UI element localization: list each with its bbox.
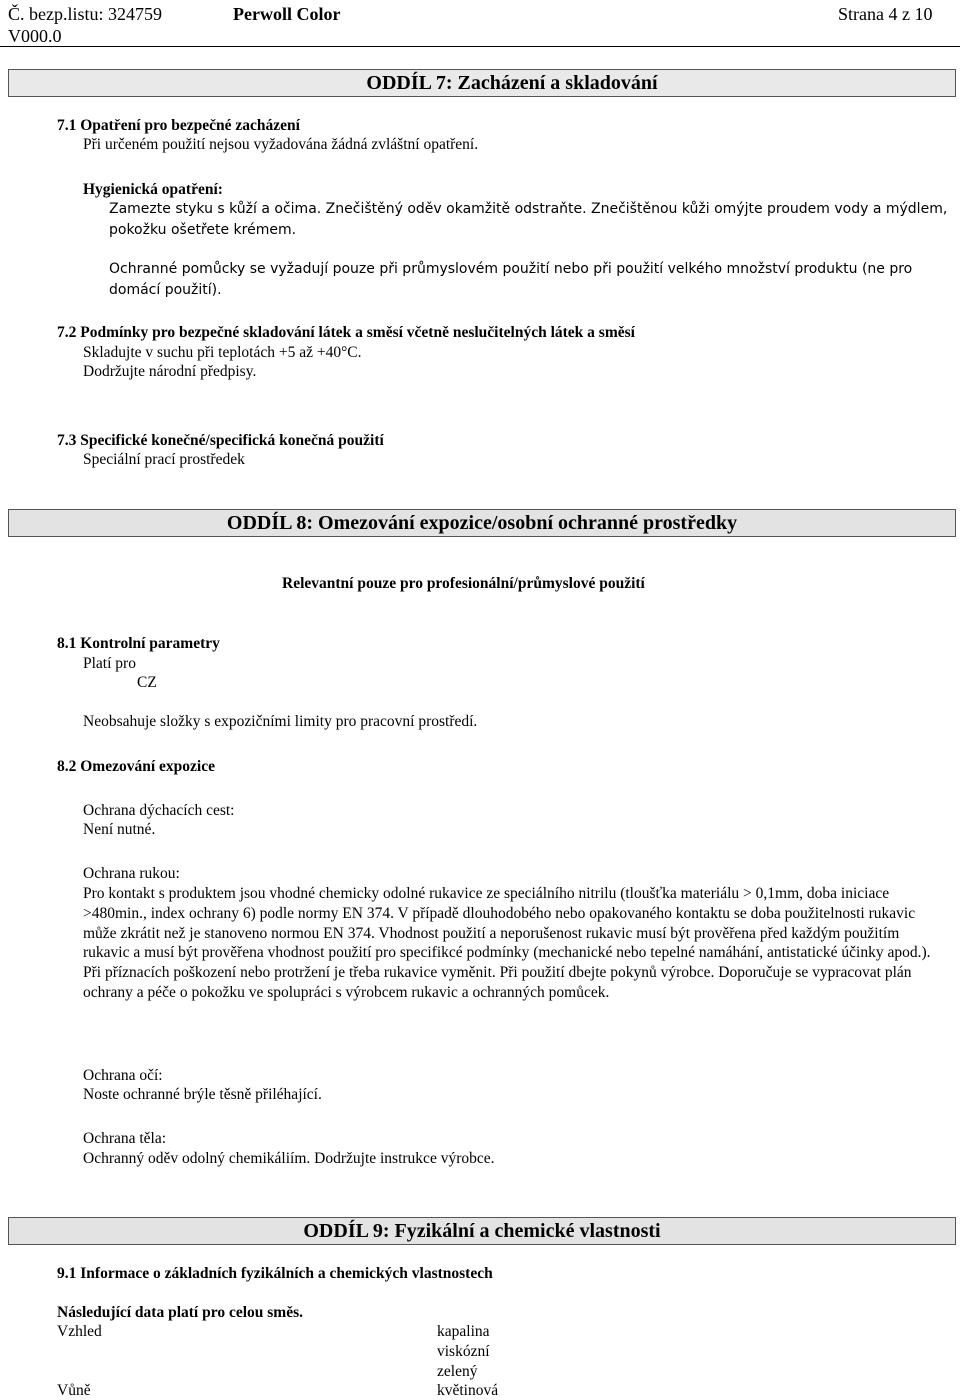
body-protection-label: Ochrana těla: (83, 1130, 167, 1147)
sheet-number: Č. bezp.listu: 324759 (8, 4, 162, 24)
eye-protection-text: Noste ochranné brýle těsně přiléhající. (83, 1086, 322, 1103)
heading-8-1: 8.1 Kontrolní parametry (57, 635, 220, 652)
section-9-title: ODDÍL 9: Fyzikální a chemické vlastnosti (303, 1220, 661, 1242)
text-7-1: Při určeném použití nejsou vyžadována žádná zvláštní opatření. (83, 136, 479, 153)
applies-note: Následující data platí pro celou směs. (57, 1304, 303, 1321)
appearance-value-3: zelený (437, 1363, 478, 1380)
body-protection-text: Ochranný oděv odolný chemikáliím. Dodržujte instrukce výrobce. (83, 1150, 495, 1167)
heading-7-1: 7.1 Opatření pro bezpečné zacházení (57, 117, 300, 134)
header-divider (0, 46, 960, 47)
section-8-bar (8, 509, 956, 537)
respiratory-text: Není nutné. (83, 821, 156, 838)
section-7-title: ODDÍL 7: Zacházení a skladování (366, 72, 658, 94)
protection-text: Ochranné pomůcky se vyžadují pouze při průmyslovém použití nebo při použití velkého množství produktu (ne pro domácí použití). (109, 261, 913, 298)
appearance-value-2: viskózní (437, 1343, 490, 1360)
page-number: Strana 4 z 10 (838, 4, 933, 24)
valid-for-label: Platí pro (83, 655, 136, 672)
country-code: CZ (137, 674, 157, 691)
section-9-bar (8, 1217, 956, 1245)
heading-8-2: 8.2 Omezování expozice (57, 758, 215, 775)
hand-protection-label: Ochrana rukou: (83, 865, 180, 882)
text-8-1: Neobsahuje složky s expozičními limity pro pracovní prostředí. (83, 713, 478, 730)
respiratory-label: Ochrana dýchacích cest: (83, 802, 235, 819)
text-7-3: Speciální prací prostředek (83, 451, 245, 468)
heading-9-1: 9.1 Informace o základních fyzikálních a chemických vlastnostech (57, 1265, 493, 1282)
version: V000.0 (8, 26, 62, 46)
hand-protection-text: Pro kontakt s produktem jsou vhodné chemicky odolné rukavice ze speciálního nitrilu (tloušťka materiálu > 0,1mm, doba iniciace >480min., index ochrany 6) podle normy EN 374. V případě dlouhodobého nebo opakovaného kontaktu se doba použitelnosti rukavic může zkrátit než je stanoveno normou EN 374. Vhodnost použití a neporušenost rukavic musí být prověřena před každým použitím rukavic a musí být prověřena vhodnost použití pro specifikcé podmínky (mechanické nebo tepelné namáhání, antistatické účinky apod.). Při příznacích poškození nebo protržení je třeba rukavice vyměnit. Při použití dbejte pokynů výrobce. Doporučuje se vypracovat plán ochrany a péče o pokožku ve spolupráci s výrobcem rukavic a ochranných pomůcek. (83, 885, 931, 1001)
appearance-value-1: kapalina (437, 1323, 490, 1340)
odor-value: květinová (437, 1382, 499, 1399)
hygiene-text: Zamezte styku s kůží a očima. Znečištěný oděv okamžitě odstraňte. Znečištěnou kůži omýjte proudem vody a mýdlem, pokožku ošetřete krémem. (109, 201, 948, 238)
text-7-2b: Dodržujte národní předpisy. (83, 363, 257, 380)
hygiene-title: Hygienická opatření: (83, 181, 223, 198)
heading-7-2: 7.2 Podmínky pro bezpečné skladování látek a směsí včetně neslučitelných látek a směsí (57, 324, 635, 341)
section-8-title: ODDÍL 8: Omezování expozice/osobní ochranné prostředky (226, 512, 738, 534)
section-7-bar (8, 69, 956, 97)
appearance-label: Vzhled (57, 1323, 102, 1340)
relevant-note: Relevantní pouze pro profesionální/průmyslové použití (282, 575, 645, 592)
odor-label: Vůně (57, 1382, 91, 1399)
heading-7-3: 7.3 Specifické konečné/specifická konečná použití (57, 432, 384, 449)
text-7-2a: Skladujte v suchu při teplotách +5 až +40°C. (83, 344, 362, 361)
brand-name: Perwoll Color (233, 4, 341, 24)
eye-protection-label: Ochrana očí: (83, 1067, 163, 1084)
